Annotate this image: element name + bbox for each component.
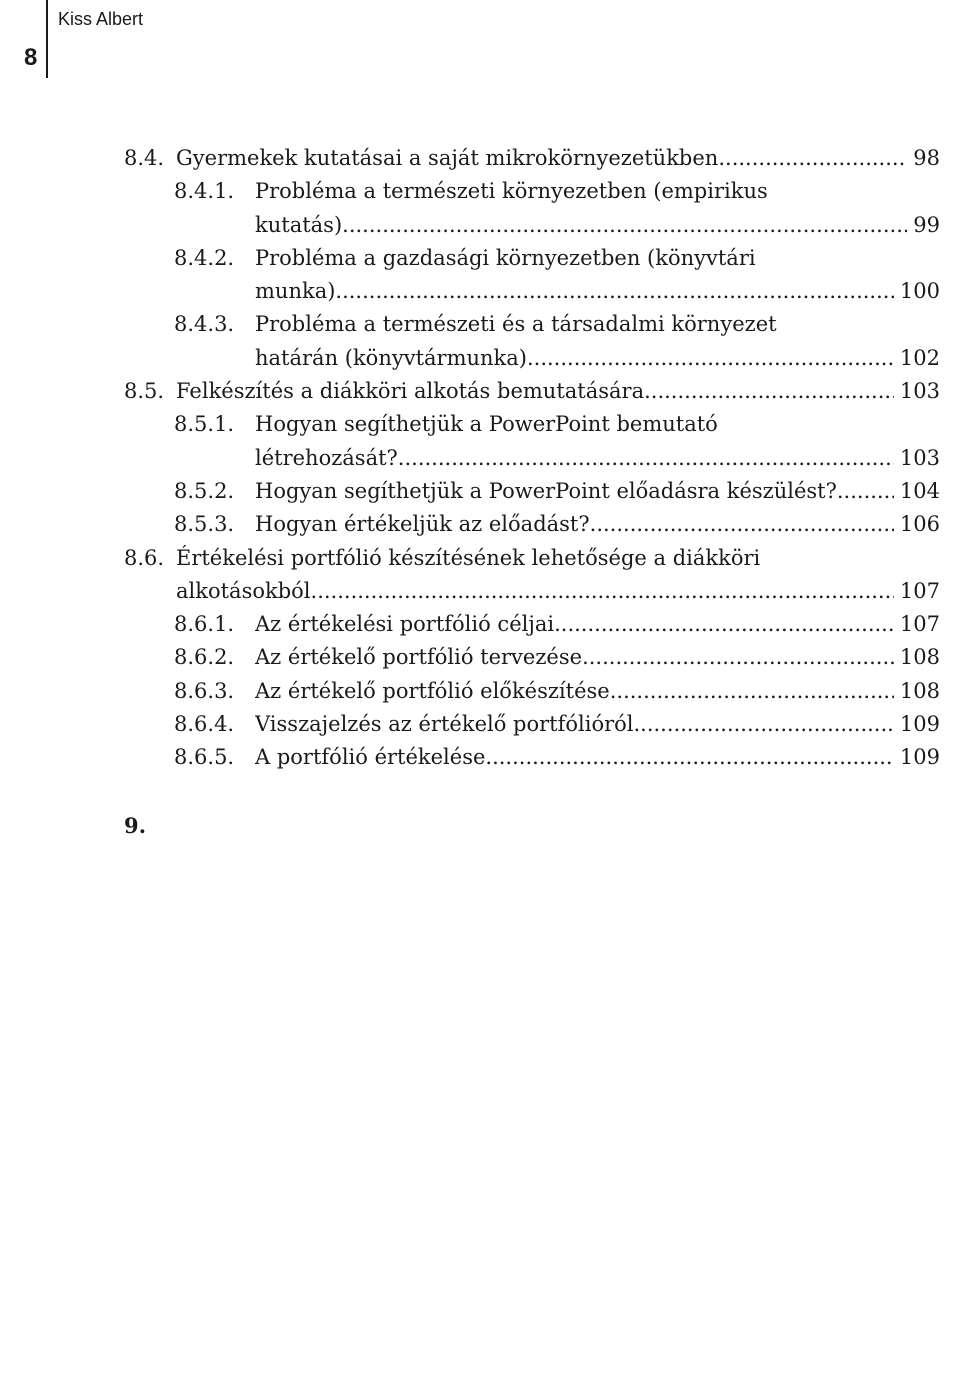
toc-entry-number: 8.4.1.	[174, 179, 235, 204]
toc-entry[interactable]	[0, 708, 960, 741]
dot-leader	[342, 209, 907, 242]
dot-leader	[590, 508, 894, 541]
toc-entry-title: Felkészítés a diákköri alkotás bemutatására	[176, 379, 645, 404]
dot-leader	[554, 608, 894, 641]
toc-entry-continuation[interactable]	[0, 342, 960, 375]
toc-entry-page: 104	[899, 478, 940, 503]
toc-entry-continuation[interactable]	[0, 209, 960, 242]
toc-entry-title: Probléma a természeti és a társadalmi környezet	[255, 312, 777, 337]
toc-entry[interactable]	[0, 508, 960, 541]
toc-entry-page: 98	[913, 146, 940, 170]
toc-entry-number: 8.5.2.	[174, 478, 235, 503]
toc-entry-number: 8.6.2.	[174, 645, 235, 670]
toc-entry-page: 100	[899, 279, 940, 304]
running-head-author: Kiss Albert	[58, 9, 144, 29]
table-of-contents	[0, 142, 960, 842]
toc-entry-title: Az értékelő portfólió tervezése	[255, 645, 583, 670]
toc-entry[interactable]	[0, 741, 960, 774]
toc-entry[interactable]	[0, 542, 960, 575]
toc-entry-title: Az értékelő portfólió előkészítése	[255, 678, 610, 703]
toc-entry-page: 109	[899, 712, 940, 737]
toc-entry-number: 8.5.1.	[174, 412, 235, 437]
toc-entry-title: Hogyan segíthetjük a PowerPoint bemutató	[255, 412, 718, 437]
toc-entry-title: Hogyan segíthetjük a PowerPoint előadásra készülést?	[255, 478, 837, 503]
dot-leader	[633, 708, 893, 741]
toc-entry-title: Az értékelési portfólió céljai	[255, 612, 555, 637]
section-gap	[0, 775, 960, 809]
toc-entry-title: Értékelési portfólió készítésének lehetősége a diákköri	[176, 545, 761, 570]
toc-entry-title-cont: alkotásokból	[176, 578, 311, 603]
toc-entry[interactable]	[0, 408, 960, 441]
toc-chapter-title-text	[124, 809, 176, 842]
toc-entry-number: 8.6.4.	[174, 712, 235, 737]
toc-entry[interactable]	[0, 608, 960, 641]
toc-entry-title: Hogyan értékeljük az előadást?	[255, 512, 590, 537]
dot-leader	[718, 142, 907, 175]
dot-leader	[837, 475, 894, 508]
toc-entry-number: 8.5.3.	[174, 512, 235, 537]
toc-entry-page: 108	[899, 678, 940, 703]
toc-entry[interactable]	[0, 641, 960, 674]
toc-entry-continuation[interactable]	[0, 275, 960, 308]
toc-entry-page: 103	[899, 379, 940, 404]
toc-entry-number: 8.6.5.	[174, 745, 235, 770]
toc-chapter-entry[interactable]	[0, 809, 960, 842]
header-divider	[46, 0, 48, 78]
toc-entry-number: 8.4.3.	[174, 312, 235, 337]
toc-entry-page: 108	[899, 645, 940, 670]
toc-entry-number: 8.6.3.	[174, 678, 235, 703]
dot-leader	[610, 675, 894, 708]
toc-entry-continuation[interactable]	[0, 575, 960, 608]
toc-entry[interactable]	[0, 475, 960, 508]
dot-leader	[582, 641, 894, 674]
dot-leader	[485, 741, 894, 774]
toc-entry-number: 8.4.2.	[174, 245, 235, 270]
toc-entry-title-cont: munka)	[255, 279, 336, 304]
toc-entry-number: 8.6.	[124, 545, 165, 570]
dot-leader	[335, 275, 894, 308]
toc-entry[interactable]	[0, 175, 960, 208]
toc-entry-page: 107	[899, 578, 940, 603]
toc-entry[interactable]	[0, 675, 960, 708]
toc-entry-page: 103	[899, 445, 940, 470]
toc-entry-title-cont: kutatás)	[255, 212, 343, 237]
toc-entry-title: Visszajelzés az értékelő portfólióról	[255, 712, 634, 737]
toc-entry-number: 8.6.1.	[174, 612, 235, 637]
dot-leader	[644, 375, 894, 408]
toc-entry-page: 102	[899, 345, 940, 370]
toc-entry-number: 8.4.	[124, 146, 165, 170]
toc-entry-title: A portfólió értékelése	[255, 745, 486, 770]
dot-leader	[398, 442, 894, 475]
toc-entry-title: Probléma a természeti környezetben (empirikus	[255, 179, 768, 204]
toc-entry-title: Probléma a gazdasági környezetben (könyvtári	[255, 245, 756, 270]
toc-entry-title: Gyermekek kutatásai a saját mikrokörnyezetükben	[176, 146, 719, 170]
toc-entry-continuation[interactable]	[0, 442, 960, 475]
toc-entry-page: 106	[899, 512, 940, 537]
toc-entry-title-cont: létrehozását?	[255, 445, 398, 470]
page-header	[0, 0, 960, 80]
dot-leader	[311, 575, 894, 608]
toc-chapter-number: 9.	[124, 812, 147, 838]
page-number: 8	[24, 44, 38, 71]
toc-entry-page: 109	[899, 745, 940, 770]
toc-entry-page: 99	[913, 212, 940, 237]
dot-leader	[527, 342, 894, 375]
toc-entry[interactable]	[0, 375, 960, 408]
toc-entry-number: 8.5.	[124, 379, 165, 404]
toc-entry[interactable]	[0, 242, 960, 275]
toc-entry[interactable]	[0, 308, 960, 341]
toc-entry[interactable]	[0, 142, 960, 175]
toc-entry-page: 107	[899, 612, 940, 637]
toc-entry-title-cont: határán (könyvtármunka)	[255, 345, 527, 370]
